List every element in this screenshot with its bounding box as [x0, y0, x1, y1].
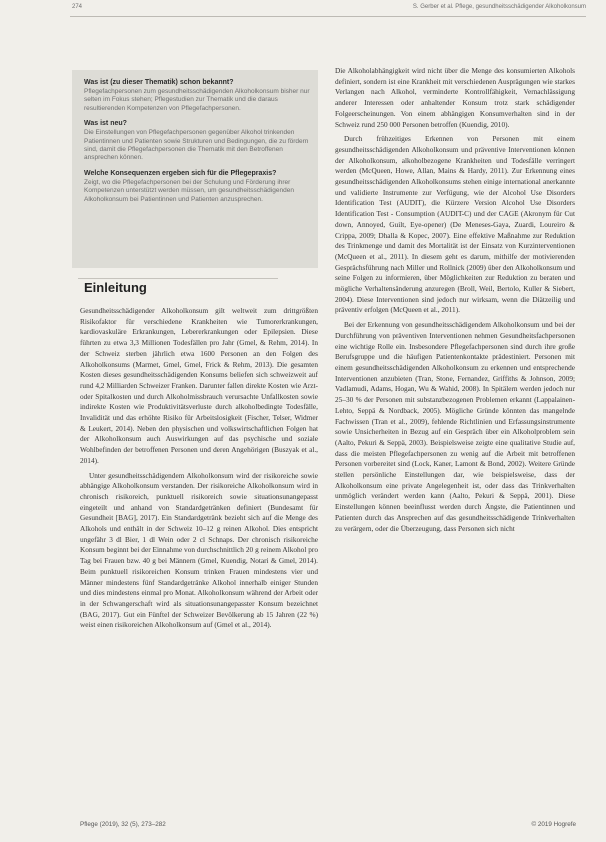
section-title: Einleitung [84, 280, 147, 295]
box-question-2: Was ist neu? [84, 120, 127, 128]
box-question-3: Welche Konsequenzen ergeben sich für die Pflegepraxis? [84, 169, 277, 177]
box-answer-3: Zeigt, wo die Pflegefachpersonen bei der Schulung und Förderung ihrer Kompetenzen unterstützt werden müssen, um gesundheitsschädigenden Alkoholkonsum bei Patientinnen und Patienten anzusprechen. [84, 178, 294, 203]
running-header [0, 0, 606, 14]
paragraph: Durch frühzeitiges Erkennen von Personen mit einem gesundheitsschädigenden Alkoholkonsum und präventive Interventionen können der Alkoholkonsum, alkoholbezogene Krankheiten und Todesfälle verringert werden (McQueen, Howe, Allan, Mains & Hardy, 2011). Zur Erkennung eines gesundheitsschädigenden Alkoholkonsums stehen einige international anerkannte und validierte Instrumente zur Verfügung, wie der Alcohol Use Disorders Identification Test (AUDIT), die Kürzere Version Alcohol Use Disorders Identification Test - Consumption (AUDIT-C) und der CAGE (Akronym für Cut down, Annoyed, Guilt, Eye-opener) (De Meneses-Gaya, Zuardi, Loureiro & Crippa, 2009; Dhalla & Kopec, 2007). Eine effektive Maßnahme zur Reduktion des Trinkmenge und damit des Mortalität ist der Einsatz von Kurzinterventionen (McQueen et al., 2011). In diesem geht es darum, mithilfe der motivierenden Gesprächsführung nach Miller und Rollnick (2009) über den Alkoholkonsum und seine Folgen zu informieren, über Möglichkeiten zur Reduktion zu beraten und mögliche Verhaltensänderung anzuregen (Broll, Weil, Bertolo, Kuller & Siebert, 2004). Diese Interventionen sind jedoch nur wirksam, wenn die Diätzeilig und präventiv erfolgen (McQueen et al., 2011). [335, 134, 575, 315]
page-footer [80, 821, 586, 828]
page-number: 274 [72, 4, 83, 10]
section-rule [78, 278, 278, 279]
key-points-box [72, 70, 318, 268]
footer-citation: Pflege (2019), 32 (5), 273–282 [80, 821, 166, 828]
box-question-1: Was ist (zu dieser Thematik) schon bekannt? [84, 79, 234, 86]
box-answer-1: Pflegefachpersonen zum gesundheitsschädigenden Alkoholkonsum bisher nur selten im Fokus stehen; Pflegestudien zur Thematik und die daraus resultierenden Kompetenzen von Pflegefachpersonen. [84, 88, 310, 112]
header-rule [70, 16, 586, 17]
paragraph: Bei der Erkennung von gesundheitsschädigendem Alkoholkonsum und bei der Durchführung von präventiven Interventionen nehmen Gesundheitsfachpersonen eine wichtige Rolle ein. Insbesondere Pflegefachpersonen sind durch ihre große Berufsgruppe und die häufigen Patientenkontakte prädestiniert. Personen mit einem gesundheitsschädigenden Alkoholkonsum zu erkennen und entsprechende Interventionen anzubieten (Tran, Stone, Fernandez, Griffiths & Johnson, 2009; Vadlamudi, Adams, Hogan, Wu & Wahid, 2008). In Spitälern werden jedoch nur 25–30 % der Personen mit substanzbezogenen Problemen erkannt (Lappalainen-Lehto, Seppä & Nordback, 2005). Mögliche Gründe könnten das mangelnde Fachwissen (Tran et al., 2009), fehlende Richtlinien und Erfassungsinstrumente sowie Unsicherheiten in Bezug auf ein Gespräch über ein Alkoholproblem sein (Aalto, Pekuri & Seppä, 2003). Beispielsweise zeigte eine qualitative Studie auf, dass die meisten Pflegefachpersonen zu wenig auf die Arbeit mit betroffenen Personen vorbereitet sind (Lock, Kaner, Lamont & Bond, 2002). Weitere Gründe stellen persönliche Einstellungen dar, wie beispielsweise, dass der Alkoholkonsum eine private Angelegenheit ist, oder dass das Trinkverhalten unmöglich verändert werden kann (Aalto, Pekuri & Seppä, 2001). Diese Einstellungen können beeinflusst werden durch Ängste, die Patientinnen und Patienten durch das Ansprechen auf das gesundheitsschädigende Trinkverhalten zu verärgern, oder die Überzeugung, dass Personen sich nicht [335, 320, 575, 533]
left-column [80, 306, 318, 635]
box-answer-2: Die Einstellungen von Pflegefachpersonen gegenüber Alkohol trinkenden Patientinnen und Patienten sowie Strukturen und Bedingungen, die zu fördern sind, damit die Pflegefachpersonen die Thematik mit den Betroffenen ansprechen können. [84, 129, 309, 162]
paragraph: Die Alkoholabhängigkeit wird nicht über die Menge des konsumierten Alkohols definiert, sondern ist eine Krankheit mit verschiedenen Ausprägungen wie starkes Verlangen nach Alkohol, verminderte Kontrollfähigkeit, Vernachlässigung anderer Interessen oder anhaltender Konsum trotz stark schädigender Folgeerscheinungen. Von einem abhängigen Konsumverhalten sind in der Schweiz rund 250 000 Personen betroffen (Kuendig, 2010). [335, 66, 575, 129]
paragraph: Gesundheitsschädigender Alkoholkonsum gilt weltweit zum drittgrößten Risikofaktor für verschiedene Krankheiten wie Tumorerkrankungen, kardiovaskuläre Erkrankungen, Lebererkrankungen oder Epilepsien. Diese führten zu etwa 3,3 Millionen Todesfällen pro Jahr (Gmel, & Rehm, 2014). In der Schweiz sterben jährlich etwa 1600 Personen an den Folgen des Alkoholkonsums (Marmet, Gmel, Gmel, Frick & Rehm, 2013). Die gesamten Kosten dieses gesundheitsschädigenden Konsums beliefen sich schweizweit auf rund 4,2 Milliarden Schweizer Franken. Darunter fallen direkte Kosten wie Arzt- oder Spitalkosten und durch Alkoholmissbrauch verursachte Unfallkosten sowie indirekte Kosten wie Produktivitätsverluste durch alkoholbedingte Todesfälle, Invalidität und das erhöhte Risiko für Arbeitslosigkeit (Fischer, Telser, Widmer & Leukert, 2014). Neben den physischen und volkswirtschaftlichen Folgen hat der Alkoholkonsum auch Auswirkungen auf das psychische und soziale Wohlbefinden der betroffenen Personen und deren Angehörigen (Buszyak et al., 2014). [80, 306, 318, 465]
paragraph: Unter gesundheitsschädigendem Alkoholkonsum wird der risikoreiche sowie abhängige Alkoholkonsum verstanden. Der risikoreiche Alkoholkonsum wird in chronisch risikoreich, punktuell risikoreich sowie situationsunangepasst eingeteilt und anhand von Standardgetränken definiert (Bundesamt für Gesundheit [BAG], 2017). Ein Standardgetränk bezieht sich auf die Menge des Alkohols und enthält in der Schweiz 10–12 g reinen Alkohol. Dies entspricht ungefähr 3 dl Bier, 1 dl Wein oder 2 cl Schnaps. Der chronisch risikoreiche Konsum beginnt bei der Einnahme von durchschnittlich 20 g reinem Alkohol pro Tag bei Frauen bzw. 40 g bei Männern (Gmel, Kuendig, Notari & Gmel, 2014). Beim punktuell risikoreichen Konsum trinken Frauen mindestens vier und Männer mindestens fünf Standardgetränke Alkohol innerhalb einiger Stunden und dies mindestens einmal pro Monat. Alkoholkonsum während der Arbeit oder in der Schwangerschaft wird als situationsunangepasster Konsum bezeichnet (BAG, 2017). Gut ein Fünftel der Schweizer Bevölkerung ab 15 Jahren (22 %) weist einen risikoreichen Alkoholkonsum auf (Gmel et al., 2014). [80, 470, 318, 630]
running-title: S. Gerber et al. Pflege, gesundheitsschädigender Alkoholkonsum [412, 4, 586, 10]
footer-publisher: © 2019 Hogrefe [531, 821, 576, 828]
right-column [335, 66, 575, 538]
